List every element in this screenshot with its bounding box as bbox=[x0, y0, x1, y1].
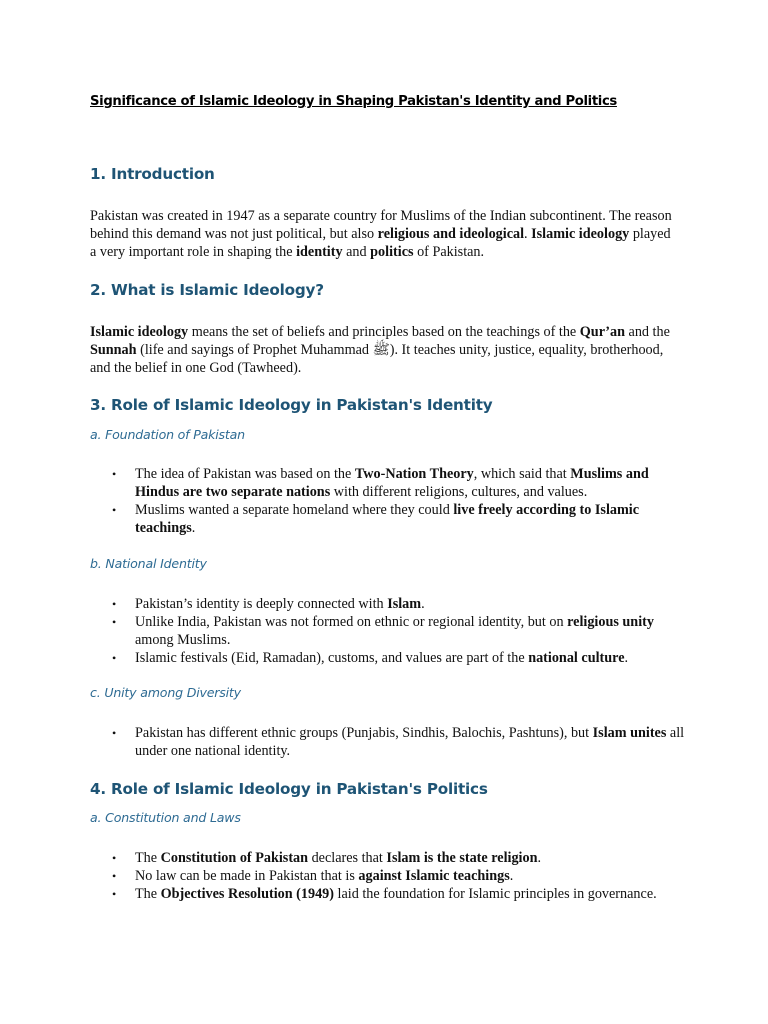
section-heading-politics: 4. Role of Islamic Ideology in Pakistan's Politics bbox=[90, 780, 488, 798]
foundation-list bbox=[90, 465, 690, 537]
definition-paragraph: Islamic ideology means the set of beliefs and principles based on the teachings of the Qur’an and the Sunnah (life and sayings of Prophet Muhammad ﷺ). It teaches unity, justice, equality, brotherhood, and the belief in one God (Tawheed). bbox=[90, 324, 670, 376]
list-item: • The Constitution of Pakistan declares that Islam is the state religion. bbox=[112, 850, 542, 866]
bullet-icon: • bbox=[112, 869, 117, 883]
national-identity-list bbox=[90, 595, 690, 667]
list-item: • Pakistan’s identity is deeply connected with Islam. bbox=[112, 596, 425, 612]
bullet-icon: • bbox=[112, 887, 117, 901]
section-heading-introduction: 1. Introduction bbox=[90, 165, 215, 183]
bullet-icon: • bbox=[112, 615, 117, 629]
bullet-icon: • bbox=[112, 597, 117, 611]
subheading-national-identity: b. National Identity bbox=[90, 556, 207, 571]
unity-list bbox=[90, 724, 690, 760]
document-title: Significance of Islamic Ideology in Shaping Pakistan's Identity and Politics bbox=[90, 94, 617, 109]
constitution-list bbox=[90, 849, 690, 903]
list-item: • Islamic festivals (Eid, Ramadan), customs, and values are part of the national culture. bbox=[112, 650, 629, 666]
subheading-foundation-of-pakistan: a. Foundation of Pakistan bbox=[90, 427, 245, 442]
section-heading-what-is-islamic-ideology: 2. What is Islamic Ideology? bbox=[90, 281, 324, 299]
list-item: • No law can be made in Pakistan that is against Islamic teachings. bbox=[112, 868, 514, 884]
subheading-constitution-and-laws: a. Constitution and Laws bbox=[90, 810, 241, 825]
subheading-unity-among-diversity: c. Unity among Diversity bbox=[90, 685, 241, 700]
list-item: • Unlike India, Pakistan was not formed on ethnic or regional identity, but on religious unity among Muslims. bbox=[112, 614, 654, 648]
list-item: • The idea of Pakistan was based on the Two-Nation Theory, which said that Muslims and Hindus are two separate nations with different religions, cultures, and values. bbox=[112, 466, 649, 500]
list-item: • Muslims wanted a separate homeland where they could live freely according to Islamic teachings. bbox=[112, 502, 640, 536]
list-item: • Pakistan has different ethnic groups (Punjabis, Sindhis, Balochis, Pashtuns), but Islam unites all under one national identity. bbox=[112, 725, 685, 759]
bullet-icon: • bbox=[112, 651, 117, 665]
list-item: • The Objectives Resolution (1949) laid the foundation for Islamic principles in governance. bbox=[112, 886, 657, 902]
bullet-icon: • bbox=[112, 851, 117, 865]
introduction-paragraph: Pakistan was created in 1947 as a separate country for Muslims of the Indian subcontinent. The reason behind this demand was not just political, but also religious and ideological. Islamic ideology played a very important role in shaping the identity and politics of Pakistan. bbox=[90, 208, 672, 260]
section-heading-identity: 3. Role of Islamic Ideology in Pakistan's Identity bbox=[90, 396, 493, 414]
bullet-icon: • bbox=[112, 503, 117, 517]
bullet-icon: • bbox=[112, 467, 117, 481]
bullet-icon: • bbox=[112, 726, 117, 740]
